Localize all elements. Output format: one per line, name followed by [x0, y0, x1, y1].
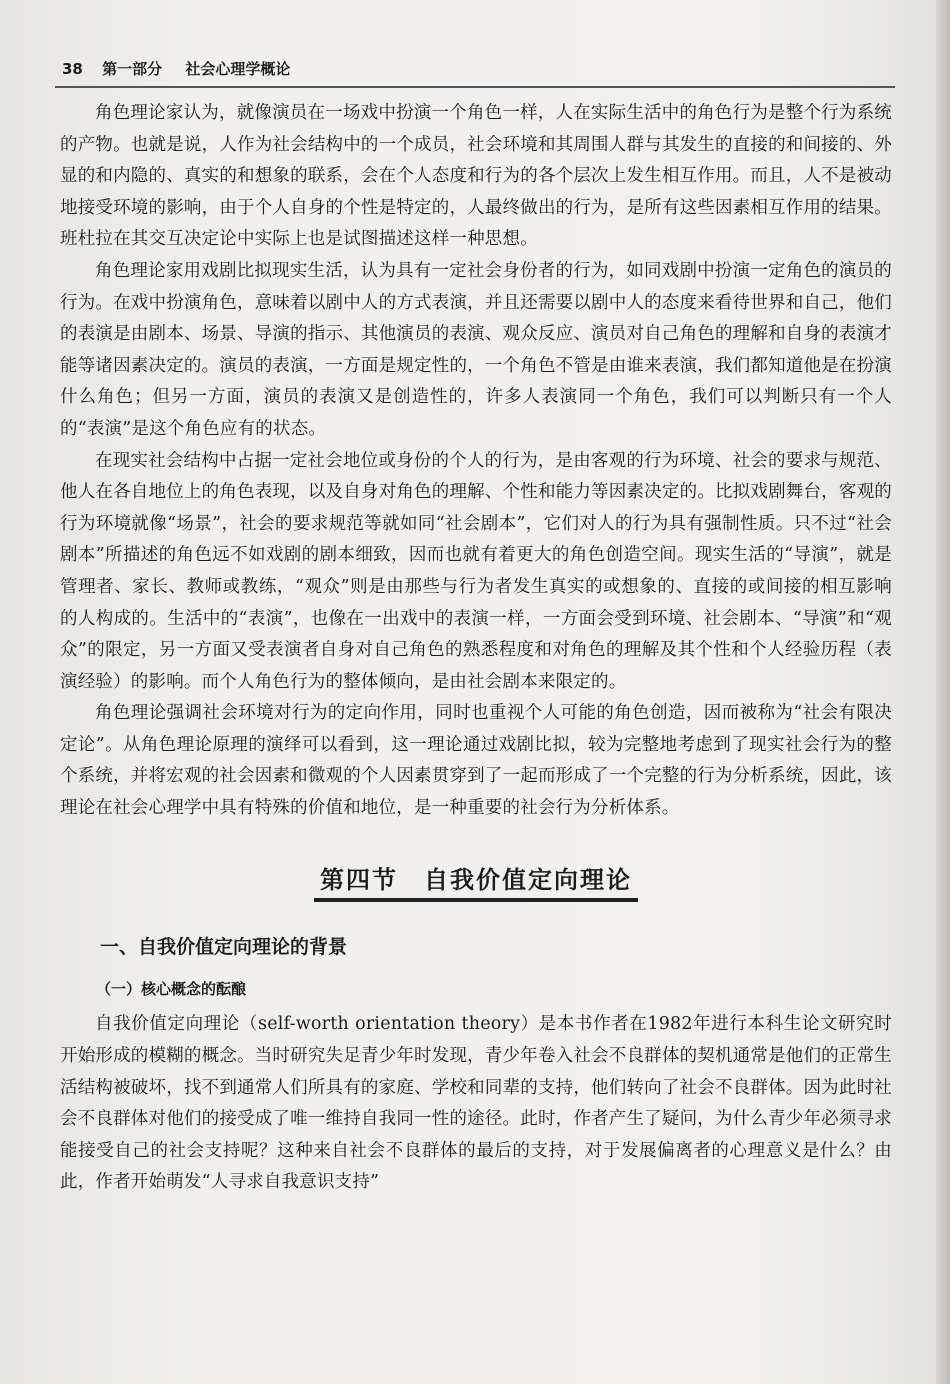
- header-title: 社会心理学概论: [185, 60, 291, 78]
- paragraph: 角色理论家认为，就像演员在一场戏中扮演一个角色一样，人在实际生活中的角色行为是整个行为系统的产物。也就是说，人作为社会结构中的一个成员，社会环境和其周围人群与其发生的直接的和间接的、外显的和内隐的、真实的和想象的联系，会在个人态度和行为的各个层次上发生相互作用。而且，人不是被动地接受环境的影响，由于个人自身的个性是特定的，人最终做出的行为，是所有这些因素相互作用的结果。班杜拉在其交互决定论中实际上也是试图描述这样一种思想。: [60, 103, 892, 250]
- running-header: [62, 58, 892, 84]
- body-text: [60, 98, 892, 1199]
- subsubsection-heading: （一）核心概念的酝酿: [96, 979, 247, 998]
- page-number: 38: [62, 59, 83, 78]
- subsection-heading: 一、自我价值定向理论的背景: [100, 936, 348, 959]
- section-heading: [60, 865, 892, 903]
- paragraph: 自我价值定向理论（self-worth orientation theory）是本书作者在1982年进行本科生论文研究时开始形成的模糊的概念。当时研究失足青少年时发现，青少年卷入社会不良群体的契机通常是他们的正常生活结构被破坏，找不到通常人们所具有的家庭、学校和同辈的支持，他们转向了社会不良群体。因为此时社会不良群体对他们的接受成了唯一维持自我同一性的途径。此时，作者产生了疑问，为什么青少年必须寻求能接受自己的社会支持呢？这种来自社会不良群体的最后的支持，对于发展偏离者的心理意义是什么？由此，作者开始萌发“人寻求自我意识支持”: [60, 1014, 892, 1193]
- paragraph: 在现实社会结构中占据一定社会地位或身份的个人的行为，是由客观的行为环境、社会的要求与规范、他人在各自地位上的角色表现，以及自身对角色的理解、个性和能力等因素决定的。比拟戏剧舞台，客观的行为环境就像“场景”，社会的要求规范等就如同“社会剧本”，它们对人的行为具有强制性质。只不过“社会剧本”所描述的角色远不如戏剧的剧本细致，因而也就有着更大的角色创造空间。现实生活的“导演”，就是管理者、家长、教师或教练，“观众”则是由那些与行为者发生真实的或想象的、直接的或间接的相互影响的人构成的。生活中的“表演”，也像在一出戏中的表演一样，一方面会受到环境、社会剧本、“导演”和“观众”的限定，另一方面又受表演者自身对自己角色的熟悉程度和对角色的理解及其个性和个人经验历程（表演经验）的影响。而个人角色行为的整体倾向，是由社会剧本来限定的。: [60, 450, 892, 692]
- section-title: 第四节 自我价值定向理论: [314, 865, 638, 903]
- paragraph: 角色理论强调社会环境对行为的定向作用，同时也重视个人可能的角色创造，因而被称为“社会有限决定论”。从角色理论原理的演绎可以看到，这一理论通过戏剧比拟，较为完整地考虑到了现实社会行为的整个系统，并将宏观的社会因素和微观的个人因素贯穿到了一起而形成了一个完整的行为分析系统，因此，该理论在社会心理学中具有特殊的价值和地位，是一种重要的社会行为分析体系。: [60, 703, 892, 819]
- paragraph: 角色理论家用戏剧比拟现实生活，认为具有一定社会身份者的行为，如同戏剧中扮演一定角色的演员的行为。在戏中扮演角色，意味着以剧中人的方式表演，并且还需要以剧中人的态度来看待世界和自己，他们的表演是由剧本、场景、导演的指示、其他演员的表演、观众反应、演员对自己角色的理解和自身的表演才能等诸因素决定的。演员的表演，一方面是规定性的，一个角色不管是由谁来表演，我们都知道他是在扮演什么角色；但另一方面，演员的表演又是创造性的，许多人表演同一个角色，我们可以判断只有一个人的“表演”是这个角色应有的状态。: [60, 260, 892, 439]
- part-label: 第一部分: [102, 60, 163, 78]
- header-divider: [55, 86, 895, 88]
- page-binding-shadow: [936, 0, 950, 1384]
